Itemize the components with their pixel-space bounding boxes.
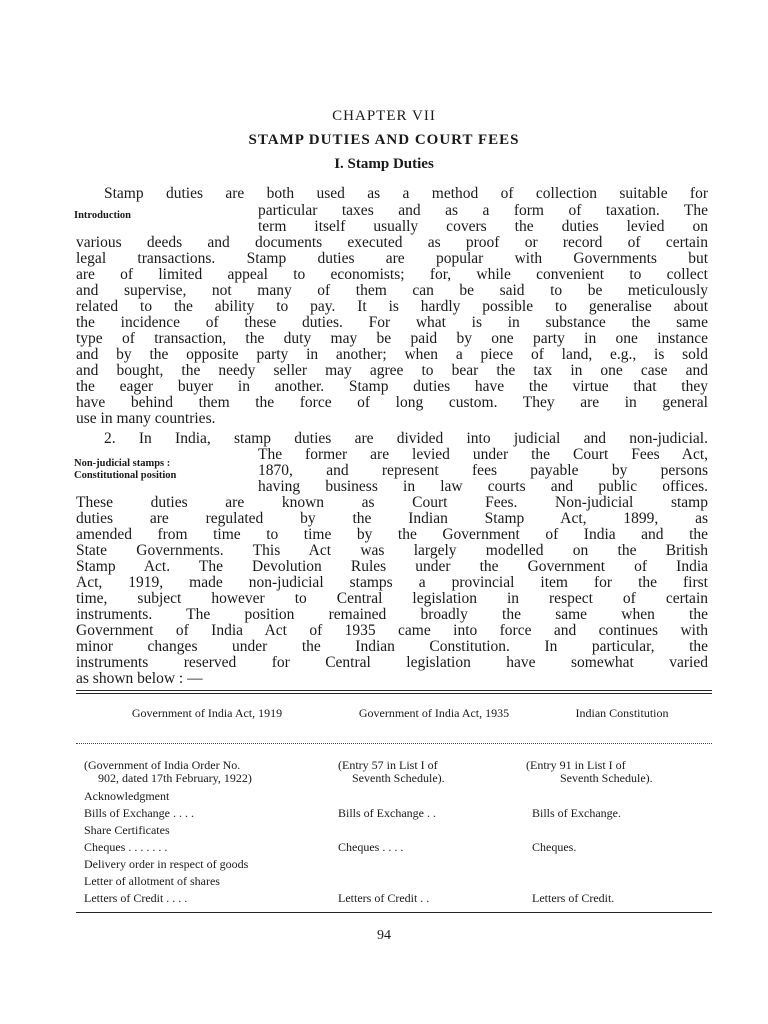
chapter-heading: CHAPTER VII: [332, 108, 436, 124]
side-note-non-judicial: Non-judicial stamps :: [74, 458, 171, 469]
para2-line: These duties are known as Court Fees. Non-judicial stamp: [76, 494, 708, 511]
table-cell: (Entry 91 in List I of: [526, 758, 626, 772]
table-cell: Letters of Credit.: [532, 891, 615, 905]
table-cell: Letters of Credit . .: [338, 891, 430, 905]
table-cell: (Government of India Order No.: [84, 758, 241, 772]
para2-line: as shown below : —: [76, 670, 203, 687]
para1-line: the incidence of these duties. For what is in substance the same: [76, 314, 708, 331]
table-cell: Share Certificates: [84, 823, 170, 837]
para1-line: various deeds and documents executed as proof or record of certain: [76, 234, 708, 251]
side-note-introduction: Introduction: [74, 210, 131, 221]
para2-line: instruments. The position remained broadly the same when the: [76, 606, 708, 623]
table-cell: Cheques . . . .: [338, 840, 404, 854]
section-heading: I. Stamp Duties: [334, 156, 434, 172]
para1-line: Stamp duties are both used as a method of collection suitable for: [104, 185, 708, 202]
para2-line: having business in law courts and public offices.: [258, 478, 708, 495]
para2-line: instruments reserved for Central legislation have somewhat varied: [76, 654, 708, 671]
para2-line: Act, 1919, made non-judicial stamps a provincial item for the first: [76, 574, 708, 591]
chapter-title: STAMP DUTIES AND COURT FEES: [248, 132, 520, 148]
para1-line: type of transaction, the duty may be paid by one party in one instance: [76, 330, 708, 347]
table-top-rule: [76, 690, 712, 691]
para1-line: are of limited appeal to economists; for, while convenient to collect: [76, 266, 708, 283]
table-cell: Bills of Exchange . . . .: [84, 806, 194, 820]
table-header-1919: Government of India Act, 1919: [131, 706, 283, 720]
para2-line: Stamp Act. The Devolution Rules under the Government of India: [76, 558, 708, 575]
table-cell: (Entry 57 in List I of: [338, 758, 438, 772]
table-cell: Letter of allotment of shares: [84, 874, 220, 888]
para2-line: time, subject however to Central legislation in respect of certain: [76, 590, 708, 607]
para1-line: legal transactions. Stamp duties are popular with Governments but: [76, 250, 708, 267]
para2-line: State Governments. This Act was largely modelled on the British: [76, 542, 708, 559]
page-number: 94: [377, 928, 391, 943]
para1-line: related to the ability to pay. It is hardly possible to generalise about: [76, 298, 708, 315]
table-cell: Seventh Schedule).: [352, 771, 445, 785]
para1-line: have behind them the force of long custom. They are in general: [76, 394, 708, 411]
table-header-rule: [76, 743, 712, 744]
table-cell: Letters of Credit . . . .: [84, 891, 188, 905]
para1-line: and supervise, not many of them can be said to be meticulously: [76, 282, 708, 299]
table-cell: Seventh Schedule).: [560, 771, 653, 785]
para2-line: minor changes under the Indian Constitution. In particular, the: [76, 638, 708, 655]
para2-line: 1870, and represent fees payable by persons: [258, 462, 708, 479]
table-top-rule: [76, 693, 712, 694]
table-cell: 902, dated 17th February, 1922): [98, 771, 252, 785]
table-cell: Cheques . . . . . . .: [84, 840, 168, 854]
table-bottom-rule: [76, 912, 712, 913]
para2-line: amended from time to time by the Government of India and the: [76, 526, 708, 543]
table-cell: Bills of Exchange . .: [338, 806, 436, 820]
para1-line: the eager buyer in another. Stamp duties have the virtue that they: [76, 378, 708, 395]
table-cell: Acknowledgment: [84, 789, 170, 803]
para2-line: duties are regulated by the Indian Stamp Act, 1899, as: [76, 510, 708, 527]
para1-line: and bought, the needy seller may agree to bear the tax in one case and: [76, 362, 708, 379]
table-header-constitution: Indian Constitution: [575, 706, 669, 720]
para1-line: particular taxes and as a form of taxation. The: [258, 202, 708, 219]
para2-line: 2. In India, stamp duties are divided into judicial and non-judicial.: [104, 430, 708, 447]
table-header-1935: Government of India Act, 1935: [358, 706, 510, 720]
table-cell: Bills of Exchange.: [532, 806, 621, 820]
side-note-constitutional: Constitutional position: [74, 470, 177, 481]
para1-line: and by the opposite party in another; when a piece of land, e.g., is sold: [76, 346, 708, 363]
para1-line: term itself usually covers the duties levied on: [258, 218, 708, 235]
para2-line: The former are levied under the Court Fees Act,: [258, 446, 708, 463]
table-cell: Delivery order in respect of goods: [84, 857, 249, 871]
para2-line: Government of India Act of 1935 came into force and continues with: [76, 622, 708, 639]
table-cell: Cheques.: [532, 840, 577, 854]
para1-line: use in many countries.: [76, 410, 216, 427]
